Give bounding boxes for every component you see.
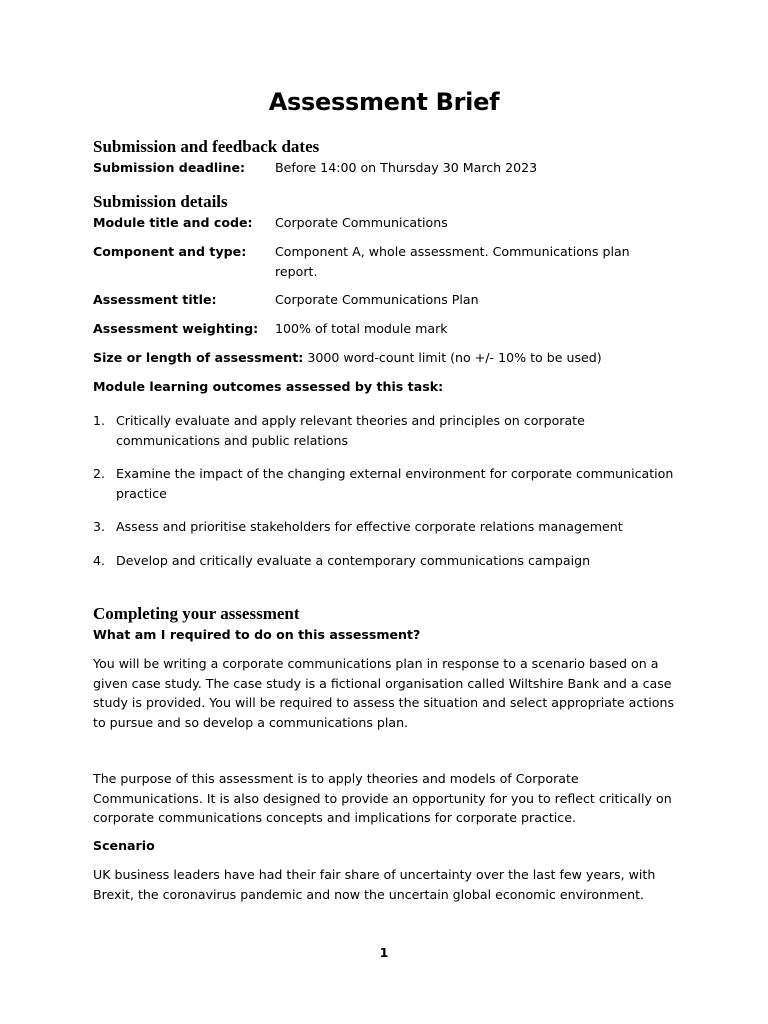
paragraph-scenario: UK business leaders have had their fair share of uncertainty over the last few years, with Brexit, the coronavirus pandemic and now the uncertain global economic environment. [93, 867, 656, 902]
detail-label: Assessment weighting: [93, 321, 259, 336]
paragraph-case-study: You will be writing a corporate communications plan in response to a scenario based on a given case study. The case study is a fictional organisation called Wiltshire Bank and a case study is provided. You will be required to assess the situation and select appropriate actions to pursue and so develop a communications plan. [93, 656, 675, 730]
size-label: Size or length of assessment: [93, 350, 304, 365]
paragraph-purpose: The purpose of this assessment is to apply theories and models of Corporate Communications. It is also designed to provide an opportunity for you to reflect critically on corporate communications concepts and implications for corporate practice. [93, 771, 672, 826]
list-text: Develop and critically evaluate a contemporary communications campaign [116, 553, 591, 568]
detail-value: Corporate Communications Plan [275, 292, 479, 307]
detail-value: 100% of total module mark [275, 321, 448, 336]
detail-label: Assessment title: [93, 292, 217, 307]
outcomes-label: Module learning outcomes assessed by this task: [93, 379, 444, 394]
detail-value: Component A, whole assessment. Communications plan report. [275, 244, 630, 279]
document-title: Assessment Brief [268, 88, 500, 116]
section-heading-completing: Completing your assessment [93, 604, 300, 623]
deadline-value: Before 14:00 on Thursday 30 March 2023 [275, 160, 538, 175]
size-line [93, 348, 602, 368]
detail-label: Module title and code: [93, 215, 253, 230]
detail-value: Corporate Communications [275, 215, 448, 230]
size-value: 3000 word-count limit (no +/- 10% to be used) [307, 350, 602, 365]
list-text: Critically evaluate and apply relevant theories and principles on corporate communications and public relations [116, 413, 585, 448]
section-heading-dates: Submission and feedback dates [93, 137, 320, 156]
list-number: 3. [93, 519, 106, 534]
page-number: 1 [379, 945, 389, 960]
list-number: 4. [93, 553, 106, 568]
list-text: Examine the impact of the changing external environment for corporate communication practice [116, 466, 674, 501]
scenario-heading: Scenario [93, 838, 155, 853]
section-heading-details: Submission details [93, 192, 228, 211]
list-number: 1. [93, 413, 106, 428]
deadline-label: Submission deadline: [93, 160, 246, 175]
list-number: 2. [93, 466, 106, 481]
question-heading: What am I required to do on this assessment? [93, 627, 421, 642]
list-text: Assess and prioritise stakeholders for effective corporate relations management [116, 519, 623, 534]
detail-label: Component and type: [93, 244, 247, 259]
